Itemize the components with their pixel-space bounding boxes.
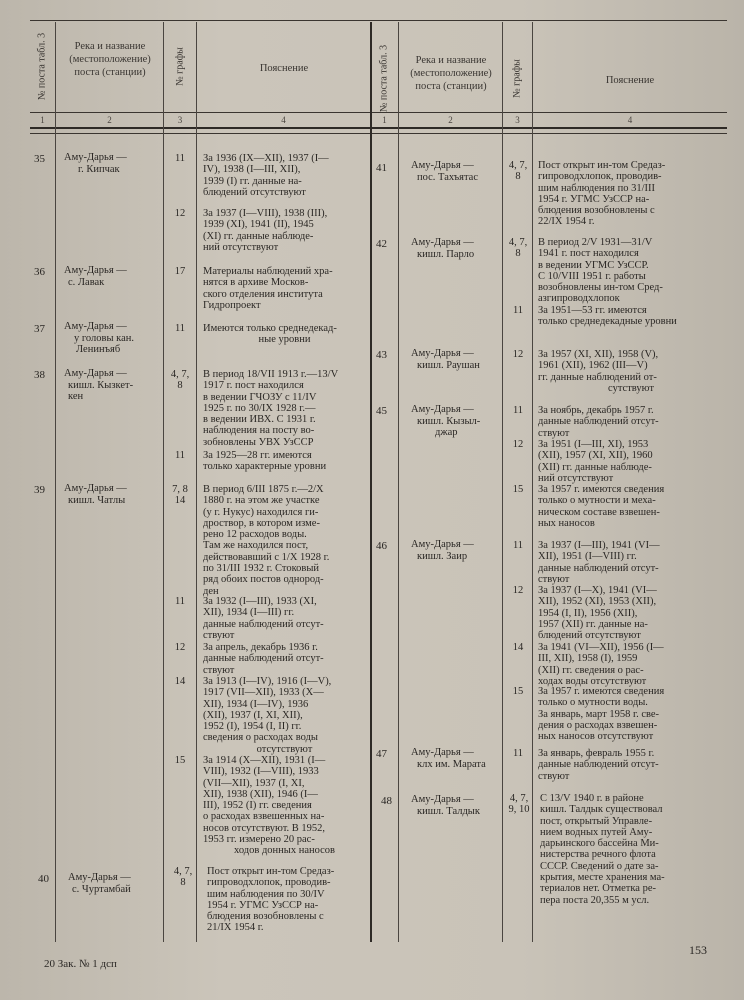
column-number: 2 <box>448 115 453 125</box>
column-number: 3 <box>177 115 183 125</box>
center-divider <box>370 22 372 942</box>
station-name: Аму-Дарья — у головы кан. Ленинъяб <box>64 321 135 356</box>
explanation-text: За ноябрь, декабрь 1957 г. данные наблюдений отсут- ствуют <box>538 405 659 439</box>
divider <box>55 22 56 942</box>
header-column: № графы <box>511 59 523 98</box>
post-number: 41 <box>376 162 387 174</box>
post-number: 35 <box>34 153 45 165</box>
station-name: Аму-Дарья — кишл. Чатлы <box>64 483 127 506</box>
post-number: 46 <box>376 540 387 552</box>
column-number: 1 <box>382 115 387 125</box>
station-name: Аму-Дарья — с. Чуртамбай <box>68 872 131 895</box>
station-name: Аму-Дарья — кишл. Раушан <box>411 348 480 371</box>
column-numbers-rule-2 <box>30 133 727 134</box>
column-number: 3 <box>515 115 520 125</box>
explanation-text: В период 2/V 1931—31/V 1941 г. пост находился в ведении УГМС УзССР. С 10/VIII 1951 г. работы возобновлены ин-том Сред- азгипроводхлопок <box>538 237 663 305</box>
post-number: 45 <box>376 405 387 417</box>
explanation-text: За апрель, декабрь 1936 г. данные наблюдений отсут- ствуют <box>203 642 324 676</box>
column-ref: 11 <box>174 323 186 334</box>
column-ref: 12 <box>512 439 524 450</box>
explanation-text: Имеются только среднедекад- ные уровни <box>203 323 337 346</box>
column-ref: 11 <box>174 596 186 607</box>
post-number: 40 <box>38 873 49 885</box>
header-explanation: Пояснение <box>605 75 655 86</box>
post-number: 39 <box>34 484 45 496</box>
divider <box>196 22 197 942</box>
post-number: 38 <box>34 369 45 381</box>
explanation-text: За 1937 (I—X), 1941 (VI— XII), 1952 (XI), 1953 (XII), 1954 (I, II), 1956 (XII), 1957 (XII) гг. данные на- блюдений отсутствуют <box>538 585 657 642</box>
post-number: 37 <box>34 323 45 335</box>
header-post-no: № поста табл. 3 <box>36 32 48 101</box>
column-ref: 11 <box>512 748 524 759</box>
table-top-rule <box>30 20 727 21</box>
explanation-text: За январь, февраль 1955 г. данные наблюдений отсут- ствуют <box>538 748 659 782</box>
explanation-text: За 1914 (X—XII), 1931 (I— VIII), 1932 (I—VIII), 1933 (VII—XII), 1937 (I, XI, XII), 1938 (XII), 1946 (I— III), 1952 (I) гг. сведения о расходах взвешенных на- носов отсутствуют. В 1952, 1953 гг. измерено 20 рас- ходов донных наносов <box>203 755 335 857</box>
column-numbers-rule <box>30 127 727 129</box>
station-name: Аму-Дарья — г. Кипчак <box>64 152 127 175</box>
explanation-text: За 1957 г. имеются сведения только о мутности воды. За январь, март 1958 г. све- дения о расходах взвешен- ных наносов отсутствуют <box>538 686 665 743</box>
column-ref: 12 <box>512 585 524 596</box>
column-ref: 15 <box>512 686 524 697</box>
post-number: 47 <box>376 748 387 760</box>
page-number: 153 <box>689 943 707 957</box>
station-name: Аму-Дарья — с. Лавак <box>64 265 127 288</box>
column-ref: 4, 7, 8 <box>173 866 193 889</box>
explanation-text: За 1937 (I—VIII), 1938 (III), 1939 (XI), 1941 (II), 1945 (XI) гг. данные наблюде- ний отсутствуют <box>203 208 328 253</box>
explanation-text: За 1951 (I—III, XI), 1953 (XII), 1957 (XI, XII), 1960 (XII) гг. данные наблюде- ний отсутствуют <box>538 439 653 484</box>
header-river-station: Река и название (местоположение) поста (станции) <box>69 41 151 78</box>
explanation-text: Пост открыт ин-том Средаз- гипроводхлопок, проводив- шим наблюдения по 31/III 1954 г. УГМС УзССР на- блюдения возобновлены с 22/IX 1954 г. <box>538 160 666 228</box>
station-name: Аму-Дарья — кишл. Кызкет- кен <box>64 368 134 403</box>
station-name: Аму-Дарья — клх им. Марата <box>411 747 486 770</box>
header-river-station: Река и название (местоположение) поста (станции) <box>410 55 492 92</box>
print-order-note: 20 Зак. № 1 дсп <box>44 958 117 970</box>
explanation-text: В период 6/III 1875 г.—2/X 1880 г. на этом же участке (у г. Нукус) находился ги- дроствор, в котором изме- рено 12 расходов воды. Там же находился пост, действовавший с 1/X 1928 г. по 31/III 1932 г. Стоковый ряд обоих постов однород- ден <box>203 484 330 597</box>
explanation-text: За 1937 (I—III), 1941 (VI— XII), 1951 (I—VIII) гг. данные наблюдений отсут- ствуют <box>538 540 660 585</box>
post-number: 48 <box>381 795 392 807</box>
column-number: 1 <box>40 115 45 125</box>
station-name: Аму-Дарья — пос. Тахъятас <box>411 160 479 183</box>
explanation-text: За 1951—53 гг. имеются только среднедекадные уровни <box>538 305 677 328</box>
explanation-text: Материалы наблюдений хра- нятся в архиве Москов- ского отделения института Гидропроект <box>203 266 333 311</box>
column-ref: 11 <box>512 540 524 551</box>
station-name: Аму-Дарья — кишл. Кызыл- джар <box>411 404 481 439</box>
column-ref: 12 <box>174 208 186 219</box>
column-ref: 4, 7, 8 <box>508 160 528 183</box>
post-number: 36 <box>34 266 45 278</box>
column-ref: 14 <box>512 642 524 653</box>
explanation-text: За 1925—28 гг. имеются только характерные уровни <box>203 450 327 473</box>
column-ref: 17 <box>174 266 186 277</box>
column-ref: 11 <box>174 450 186 461</box>
column-number: 4 <box>281 115 286 125</box>
column-ref: 15 <box>174 755 186 766</box>
explanation-text: За 1941 (VI—XII), 1956 (I— III, XII), 1958 (I), 1959 (XII) гг. сведения о рас- ходах воды отсутствуют <box>538 642 664 687</box>
column-ref: 11 <box>512 305 524 316</box>
explanation-text: За 1957 (XI, XII), 1958 (V), 1961 (XII), 1962 (III—V) гг. данные наблюдений от- сутствуют <box>538 349 659 394</box>
explanation-text: Пост открыт ин-том Средаз- гипроводхлопок, проводив- шим наблюдения по 30/IV 1954 г. УГМС УзССР на- блюдения возобновлены с 21/IX 1954 г. <box>207 866 335 934</box>
explanation-text: С 13/V 1940 г. в районе кишл. Талдык существовал пост, открытый Управле- нием водных путей Аму- дарьинского бассейна Ми- нистерства речного флота СССР. Сведений о дате за- крытия, месте хранения ма- териалов нет. Отметка ре- пера поста 20,355 м усл. <box>540 793 665 906</box>
column-ref: 4, 7, 8 <box>508 237 528 260</box>
column-ref: 11 <box>512 405 524 416</box>
column-ref: 14 <box>174 676 186 687</box>
column-number: 2 <box>107 115 112 125</box>
header-column: № графы <box>174 47 186 86</box>
station-name: Аму-Дарья — кишл. Талдык <box>411 794 480 817</box>
explanation-text: За 1936 (IX—XII), 1937 (I— IV), 1938 (I—III, XII), 1939 (I) гг. данные на- блюдений отсутствуют <box>203 153 329 198</box>
explanation-text: В период 18/VII 1913 г.—13/V 1917 г. пост находился в ведении ГЧОЗУ с 11/IV 1925 г. по 30/IX 1928 г.— в ведении ИВХ. С 1931 г. наблюдения на посту во- зобновлены УВХ УзССР <box>203 369 339 448</box>
column-number: 4 <box>627 115 633 125</box>
column-ref: 12 <box>174 642 186 653</box>
column-ref: 11 <box>174 153 186 164</box>
header-explanation: Пояснение <box>259 63 309 74</box>
station-name: Аму-Дарья — кишл. Заир <box>411 539 474 562</box>
post-number: 43 <box>376 349 387 361</box>
column-ref: 4, 7, 9, 10 <box>508 793 530 816</box>
post-number: 42 <box>376 238 387 250</box>
column-ref: 15 <box>512 484 524 495</box>
station-name: Аму-Дарья — кишл. Парло <box>411 237 475 260</box>
header-post-no: № поста табл. 3 <box>378 44 390 113</box>
explanation-text: За 1932 (I—III), 1933 (XI, XII), 1934 (I—III) гг. данные наблюдений отсут- ствуют <box>203 596 324 641</box>
column-ref: 12 <box>512 349 524 360</box>
column-ref: 4, 7, 8 <box>170 369 190 392</box>
explanation-text: За 1957 г. имеются сведения только о мутности и меха- ническом составе взвешен- ных наносов <box>538 484 665 529</box>
divider <box>398 22 399 942</box>
column-ref: 7, 8 14 <box>172 484 188 507</box>
explanation-text: За 1913 (I—IV), 1916 (I—V), 1917 (VII—XII), 1933 (X— XII), 1934 (I—IV), 1936 (XII), 1937 (I, XI, XII), 1952 (I), 1954 (I, II) гг. сведения о расходах воды отсутствуют <box>203 676 332 755</box>
